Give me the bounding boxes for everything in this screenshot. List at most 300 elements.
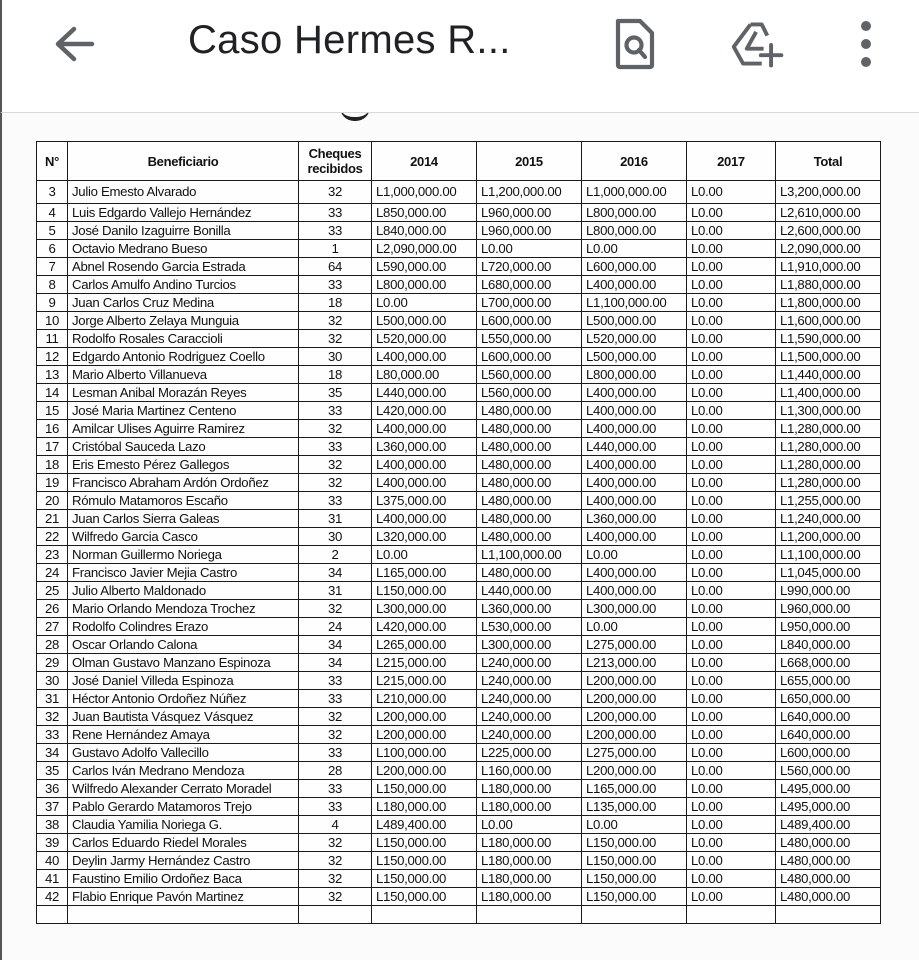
cell-total: L655,000.00 — [776, 672, 881, 690]
cell-cheques: 2 — [299, 546, 372, 564]
cell-2017: L0.00 — [687, 294, 776, 312]
cell-2015: L180,000.00 — [477, 870, 582, 888]
cell-2015: L1,100,000.00 — [477, 546, 582, 564]
cell-cheques: 32 — [299, 600, 372, 618]
cell-number: 17 — [37, 438, 68, 456]
cell-number: 9 — [37, 294, 68, 312]
cell-2014: L400,000.00 — [372, 348, 477, 366]
cell-2017: L0.00 — [687, 618, 776, 636]
cell-cutoff — [776, 906, 881, 924]
add-to-drive-icon — [730, 17, 786, 71]
cell-beneficiario: Lesman Anibal Morazán Reyes — [68, 384, 299, 402]
cell-2016: L200,000.00 — [582, 672, 687, 690]
cell-2014: L200,000.00 — [372, 708, 477, 726]
cell-number: 35 — [37, 762, 68, 780]
cell-beneficiario: Carlos Amulfo Andino Turcios — [68, 276, 299, 294]
cell-2017: L0.00 — [687, 240, 776, 258]
cell-2016: L400,000.00 — [582, 276, 687, 294]
cell-2014: L400,000.00 — [372, 510, 477, 528]
cell-2016: L275,000.00 — [582, 636, 687, 654]
table-row — [37, 204, 881, 222]
back-button[interactable] — [46, 20, 102, 68]
cell-2015: L480,000.00 — [477, 564, 582, 582]
cell-2016: L400,000.00 — [582, 456, 687, 474]
cell-total: L840,000.00 — [776, 636, 881, 654]
cell-2015: L225,000.00 — [477, 744, 582, 762]
cell-beneficiario: Cristóbal Sauceda Lazo — [68, 438, 299, 456]
cell-number: 14 — [37, 384, 68, 402]
cell-2014: L80,000.00 — [372, 366, 477, 384]
table-row — [37, 654, 881, 672]
cell-cheques: 64 — [299, 258, 372, 276]
table-header-row — [37, 142, 881, 181]
cell-2015: L480,000.00 — [477, 528, 582, 546]
cell-total: L640,000.00 — [776, 708, 881, 726]
cell-beneficiario: Amilcar Ulises Aguirre Ramirez — [68, 420, 299, 438]
more-vert-icon — [856, 17, 876, 71]
table-row-partial — [37, 906, 881, 924]
cell-2016: L400,000.00 — [582, 474, 687, 492]
seal-icon — [340, 112, 370, 121]
cell-beneficiario: Jorge Alberto Zelaya Munguia — [68, 312, 299, 330]
cell-number: 34 — [37, 744, 68, 762]
cell-total: L1,800,000.00 — [776, 294, 881, 312]
cell-beneficiario: Juan Carlos Cruz Medina — [68, 294, 299, 312]
cell-cutoff — [299, 906, 372, 924]
table-row — [37, 420, 881, 438]
cell-2015: L560,000.00 — [477, 384, 582, 402]
cell-2015: L530,000.00 — [477, 618, 582, 636]
table-row — [37, 456, 881, 474]
cell-2016: L400,000.00 — [582, 492, 687, 510]
cell-cheques: 35 — [299, 384, 372, 402]
cell-2015: L440,000.00 — [477, 582, 582, 600]
cell-2014: L150,000.00 — [372, 780, 477, 798]
cell-2017: L0.00 — [687, 222, 776, 240]
table-body — [37, 181, 881, 924]
cell-2016: L150,000.00 — [582, 852, 687, 870]
cell-number: 39 — [37, 834, 68, 852]
cell-2016: L500,000.00 — [582, 348, 687, 366]
cell-number: 4 — [37, 204, 68, 222]
cell-2017: L0.00 — [687, 366, 776, 384]
cell-cheques: 32 — [299, 330, 372, 348]
cell-beneficiario: Rene Hernández Amaya — [68, 726, 299, 744]
table-row — [37, 780, 881, 798]
cell-2014: L300,000.00 — [372, 600, 477, 618]
cell-2016: L200,000.00 — [582, 690, 687, 708]
cell-beneficiario: Eris Emesto Pérez Gallegos — [68, 456, 299, 474]
document-letterhead — [340, 112, 600, 121]
table-row — [37, 240, 881, 258]
cell-2017: L0.00 — [687, 816, 776, 834]
header-number: N° — [37, 142, 68, 181]
header-2015: 2015 — [477, 142, 582, 181]
cell-beneficiario: José Danilo Izaguirre Bonilla — [68, 222, 299, 240]
cell-2014: L265,000.00 — [372, 636, 477, 654]
table-row — [37, 384, 881, 402]
cell-cheques: 34 — [299, 564, 372, 582]
header-2016: 2016 — [582, 142, 687, 181]
app-bar — [0, 0, 919, 112]
table-row — [37, 726, 881, 744]
cell-2016: L0.00 — [582, 816, 687, 834]
header-total: Total — [776, 142, 881, 181]
cell-2014: L1,000,000.00 — [372, 181, 477, 204]
cell-2014: L420,000.00 — [372, 402, 477, 420]
cell-2017: L0.00 — [687, 654, 776, 672]
cell-2016: L275,000.00 — [582, 744, 687, 762]
cell-2017: L0.00 — [687, 528, 776, 546]
cell-beneficiario: Juan Bautista Vásquez Vásquez — [68, 708, 299, 726]
cell-2017: L0.00 — [687, 181, 776, 204]
cell-cheques: 30 — [299, 528, 372, 546]
cell-cheques: 33 — [299, 204, 372, 222]
cell-cheques: 31 — [299, 582, 372, 600]
cell-cheques: 31 — [299, 510, 372, 528]
cell-total: L990,000.00 — [776, 582, 881, 600]
cell-2017: L0.00 — [687, 636, 776, 654]
cell-total: L650,000.00 — [776, 690, 881, 708]
cell-2016: L300,000.00 — [582, 600, 687, 618]
cell-number: 13 — [37, 366, 68, 384]
cell-2017: L0.00 — [687, 474, 776, 492]
cell-beneficiario: Edgardo Antonio Rodriguez Coello — [68, 348, 299, 366]
cell-number: 21 — [37, 510, 68, 528]
cell-2014: L375,000.00 — [372, 492, 477, 510]
cell-2016: L150,000.00 — [582, 888, 687, 906]
cell-total: L560,000.00 — [776, 762, 881, 780]
cell-cheques: 33 — [299, 798, 372, 816]
cell-total: L1,045,000.00 — [776, 564, 881, 582]
cell-total: L2,600,000.00 — [776, 222, 881, 240]
document-title: Caso Hermes R... — [188, 18, 511, 62]
cell-number: 11 — [37, 330, 68, 348]
document-viewer[interactable] — [0, 112, 919, 960]
cell-2015: L720,000.00 — [477, 258, 582, 276]
cell-2016: L0.00 — [582, 240, 687, 258]
cell-total: L1,100,000.00 — [776, 546, 881, 564]
table-row — [37, 708, 881, 726]
cell-beneficiario: Juan Carlos Sierra Galeas — [68, 510, 299, 528]
cell-cheques: 34 — [299, 636, 372, 654]
cell-2014: L150,000.00 — [372, 834, 477, 852]
cell-total: L1,600,000.00 — [776, 312, 881, 330]
cell-cheques: 32 — [299, 312, 372, 330]
cell-cutoff — [68, 906, 299, 924]
cell-2016: L200,000.00 — [582, 726, 687, 744]
cell-2015: L0.00 — [477, 240, 582, 258]
table-row — [37, 312, 881, 330]
cell-2014: L0.00 — [372, 546, 477, 564]
cell-2015: L680,000.00 — [477, 276, 582, 294]
cell-beneficiario: Carlos Eduardo Riedel Morales — [68, 834, 299, 852]
table-row — [37, 816, 881, 834]
cell-2014: L180,000.00 — [372, 798, 477, 816]
cell-cheques: 32 — [299, 456, 372, 474]
cell-beneficiario: Rodolfo Rosales Caraccioli — [68, 330, 299, 348]
cell-2016: L200,000.00 — [582, 708, 687, 726]
cell-number: 23 — [37, 546, 68, 564]
cell-2017: L0.00 — [687, 852, 776, 870]
table-row — [37, 690, 881, 708]
cell-2015: L480,000.00 — [477, 402, 582, 420]
cell-beneficiario: Carlos Iván Medrano Mendoza — [68, 762, 299, 780]
cell-number: 30 — [37, 672, 68, 690]
cell-2014: L150,000.00 — [372, 852, 477, 870]
cell-2017: L0.00 — [687, 564, 776, 582]
cell-number: 29 — [37, 654, 68, 672]
cell-2015: L160,000.00 — [477, 762, 582, 780]
cell-beneficiario: José Daniel Villeda Espinoza — [68, 672, 299, 690]
cell-number: 3 — [37, 181, 68, 204]
cell-total: L950,000.00 — [776, 618, 881, 636]
cell-beneficiario: Luis Edgardo Vallejo Hernández — [68, 204, 299, 222]
cell-2016: L400,000.00 — [582, 564, 687, 582]
cell-2015: L480,000.00 — [477, 420, 582, 438]
cell-total: L1,500,000.00 — [776, 348, 881, 366]
cell-2014: L150,000.00 — [372, 870, 477, 888]
cell-2016: L400,000.00 — [582, 420, 687, 438]
cell-beneficiario: Wilfredo Alexander Cerrato Moradel — [68, 780, 299, 798]
cell-beneficiario: Mario Alberto Villanueva — [68, 366, 299, 384]
cell-2014: L2,090,000.00 — [372, 240, 477, 258]
cell-total: L960,000.00 — [776, 600, 881, 618]
cell-cheques: 33 — [299, 438, 372, 456]
cell-beneficiario: Abnel Rosendo Garcia Estrada — [68, 258, 299, 276]
cell-2017: L0.00 — [687, 402, 776, 420]
table-row — [37, 672, 881, 690]
cell-total: L1,440,000.00 — [776, 366, 881, 384]
cell-2016: L165,000.00 — [582, 780, 687, 798]
cell-2014: L215,000.00 — [372, 672, 477, 690]
cell-2016: L200,000.00 — [582, 762, 687, 780]
cell-2014: L840,000.00 — [372, 222, 477, 240]
table-row — [37, 294, 881, 312]
cell-number: 26 — [37, 600, 68, 618]
cell-cheques: 32 — [299, 420, 372, 438]
cell-number: 42 — [37, 888, 68, 906]
cell-2015: L480,000.00 — [477, 438, 582, 456]
find-in-document-button[interactable] — [607, 14, 663, 74]
table-row — [37, 636, 881, 654]
table-row — [37, 870, 881, 888]
cell-number: 32 — [37, 708, 68, 726]
cell-2015: L480,000.00 — [477, 510, 582, 528]
cell-beneficiario: Oscar Orlando Calona — [68, 636, 299, 654]
cell-2015: L360,000.00 — [477, 600, 582, 618]
cell-cheques: 24 — [299, 618, 372, 636]
table-row — [37, 798, 881, 816]
cell-total: L495,000.00 — [776, 780, 881, 798]
cell-cheques: 30 — [299, 348, 372, 366]
cell-total: L1,300,000.00 — [776, 402, 881, 420]
cell-2015: L240,000.00 — [477, 708, 582, 726]
cell-beneficiario: José Maria Martinez Centeno — [68, 402, 299, 420]
cell-2015: L600,000.00 — [477, 312, 582, 330]
cell-total: L1,280,000.00 — [776, 438, 881, 456]
cell-cheques: 33 — [299, 690, 372, 708]
cell-total: L2,610,000.00 — [776, 204, 881, 222]
cell-2017: L0.00 — [687, 546, 776, 564]
cell-total: L495,000.00 — [776, 798, 881, 816]
cell-2016: L360,000.00 — [582, 510, 687, 528]
cell-2017: L0.00 — [687, 870, 776, 888]
cell-cheques: 32 — [299, 708, 372, 726]
cell-2016: L400,000.00 — [582, 582, 687, 600]
cell-2015: L480,000.00 — [477, 456, 582, 474]
cell-2014: L200,000.00 — [372, 762, 477, 780]
cell-2015: L480,000.00 — [477, 492, 582, 510]
cell-2015: L550,000.00 — [477, 330, 582, 348]
cell-2016: L800,000.00 — [582, 222, 687, 240]
cell-2016: L440,000.00 — [582, 438, 687, 456]
cell-beneficiario: Pablo Gerardo Matamoros Trejo — [68, 798, 299, 816]
cell-2017: L0.00 — [687, 438, 776, 456]
document-search-icon — [613, 17, 657, 71]
cell-2014: L100,000.00 — [372, 744, 477, 762]
cell-cutoff — [582, 906, 687, 924]
cell-cheques: 32 — [299, 726, 372, 744]
cell-2014: L590,000.00 — [372, 258, 477, 276]
cell-2017: L0.00 — [687, 726, 776, 744]
table-row — [37, 276, 881, 294]
cell-cheques: 32 — [299, 834, 372, 852]
cell-number: 7 — [37, 258, 68, 276]
more-options-button[interactable] — [838, 14, 894, 74]
table-row — [37, 258, 881, 276]
cell-2016: L213,000.00 — [582, 654, 687, 672]
cell-number: 25 — [37, 582, 68, 600]
cell-2017: L0.00 — [687, 798, 776, 816]
cell-2014: L360,000.00 — [372, 438, 477, 456]
cell-beneficiario: Flabio Enrique Pavón Martinez — [68, 888, 299, 906]
cell-cutoff — [37, 906, 68, 924]
cell-total: L600,000.00 — [776, 744, 881, 762]
cell-2017: L0.00 — [687, 672, 776, 690]
cell-number: 8 — [37, 276, 68, 294]
beneficiaries-table — [36, 141, 881, 924]
cell-cheques: 32 — [299, 870, 372, 888]
cell-2017: L0.00 — [687, 600, 776, 618]
cell-2016: L0.00 — [582, 546, 687, 564]
cell-number: 41 — [37, 870, 68, 888]
table-row — [37, 438, 881, 456]
cell-beneficiario: Julio Alberto Maldonado — [68, 582, 299, 600]
cell-2014: L320,000.00 — [372, 528, 477, 546]
cell-2015: L180,000.00 — [477, 798, 582, 816]
cell-beneficiario: Julio Emesto Alvarado — [68, 181, 299, 204]
cell-2016: L800,000.00 — [582, 204, 687, 222]
cell-total: L489,400.00 — [776, 816, 881, 834]
cell-2017: L0.00 — [687, 420, 776, 438]
cell-2014: L489,400.00 — [372, 816, 477, 834]
cell-cheques: 33 — [299, 402, 372, 420]
cell-beneficiario: Deylin Jarmy Hernández Castro — [68, 852, 299, 870]
cell-2014: L210,000.00 — [372, 690, 477, 708]
cell-cheques: 32 — [299, 852, 372, 870]
cell-total: L1,240,000.00 — [776, 510, 881, 528]
letterhead-text — [400, 112, 590, 113]
cell-beneficiario: Wilfredo Garcia Casco — [68, 528, 299, 546]
cell-2015: L180,000.00 — [477, 834, 582, 852]
cell-number: 16 — [37, 420, 68, 438]
table-row — [37, 834, 881, 852]
cell-2016: L400,000.00 — [582, 528, 687, 546]
table-row — [37, 366, 881, 384]
cell-2017: L0.00 — [687, 888, 776, 906]
header-beneficiario: Beneficiario — [68, 142, 299, 181]
cell-number: 15 — [37, 402, 68, 420]
table-row — [37, 762, 881, 780]
cell-2016: L400,000.00 — [582, 402, 687, 420]
header-2014: 2014 — [372, 142, 477, 181]
cell-2016: L800,000.00 — [582, 366, 687, 384]
cell-beneficiario: Norman Guillermo Noriega — [68, 546, 299, 564]
table-row — [37, 564, 881, 582]
cell-2015: L600,000.00 — [477, 348, 582, 366]
cell-number: 38 — [37, 816, 68, 834]
cell-total: L480,000.00 — [776, 870, 881, 888]
cell-number: 18 — [37, 456, 68, 474]
cell-2017: L0.00 — [687, 312, 776, 330]
table-row — [37, 492, 881, 510]
cell-cheques: 33 — [299, 744, 372, 762]
table-row — [37, 546, 881, 564]
cell-number: 37 — [37, 798, 68, 816]
cell-2015: L240,000.00 — [477, 654, 582, 672]
cell-total: L480,000.00 — [776, 852, 881, 870]
cell-number: 27 — [37, 618, 68, 636]
cell-2016: L135,000.00 — [582, 798, 687, 816]
cell-total: L1,200,000.00 — [776, 528, 881, 546]
cell-2015: L560,000.00 — [477, 366, 582, 384]
cell-2014: L215,000.00 — [372, 654, 477, 672]
cell-2017: L0.00 — [687, 330, 776, 348]
add-to-drive-button[interactable] — [730, 14, 786, 74]
cell-beneficiario: Octavio Medrano Bueso — [68, 240, 299, 258]
cell-2017: L0.00 — [687, 582, 776, 600]
cell-2014: L520,000.00 — [372, 330, 477, 348]
cell-beneficiario: Faustino Emilio Ordoñez Baca — [68, 870, 299, 888]
cell-2014: L500,000.00 — [372, 312, 477, 330]
cell-2017: L0.00 — [687, 780, 776, 798]
table-row — [37, 744, 881, 762]
cell-beneficiario: Francisco Abraham Ardón Ordoñez — [68, 474, 299, 492]
cell-2014: L800,000.00 — [372, 276, 477, 294]
cell-cheques: 18 — [299, 294, 372, 312]
table-row — [37, 582, 881, 600]
cell-2014: L150,000.00 — [372, 888, 477, 906]
cell-number: 33 — [37, 726, 68, 744]
cell-2015: L180,000.00 — [477, 780, 582, 798]
cell-2017: L0.00 — [687, 384, 776, 402]
table-row — [37, 888, 881, 906]
table-row — [37, 618, 881, 636]
cell-2016: L150,000.00 — [582, 834, 687, 852]
cell-cheques: 33 — [299, 276, 372, 294]
cell-2015: L240,000.00 — [477, 690, 582, 708]
cell-number: 24 — [37, 564, 68, 582]
cell-total: L1,280,000.00 — [776, 474, 881, 492]
cell-beneficiario: Mario Orlando Mendoza Trochez — [68, 600, 299, 618]
cell-2015: L480,000.00 — [477, 474, 582, 492]
arrow-left-icon — [52, 24, 96, 64]
cell-total: L1,910,000.00 — [776, 258, 881, 276]
cell-total: L640,000.00 — [776, 726, 881, 744]
cell-2015: L960,000.00 — [477, 204, 582, 222]
cell-number: 12 — [37, 348, 68, 366]
